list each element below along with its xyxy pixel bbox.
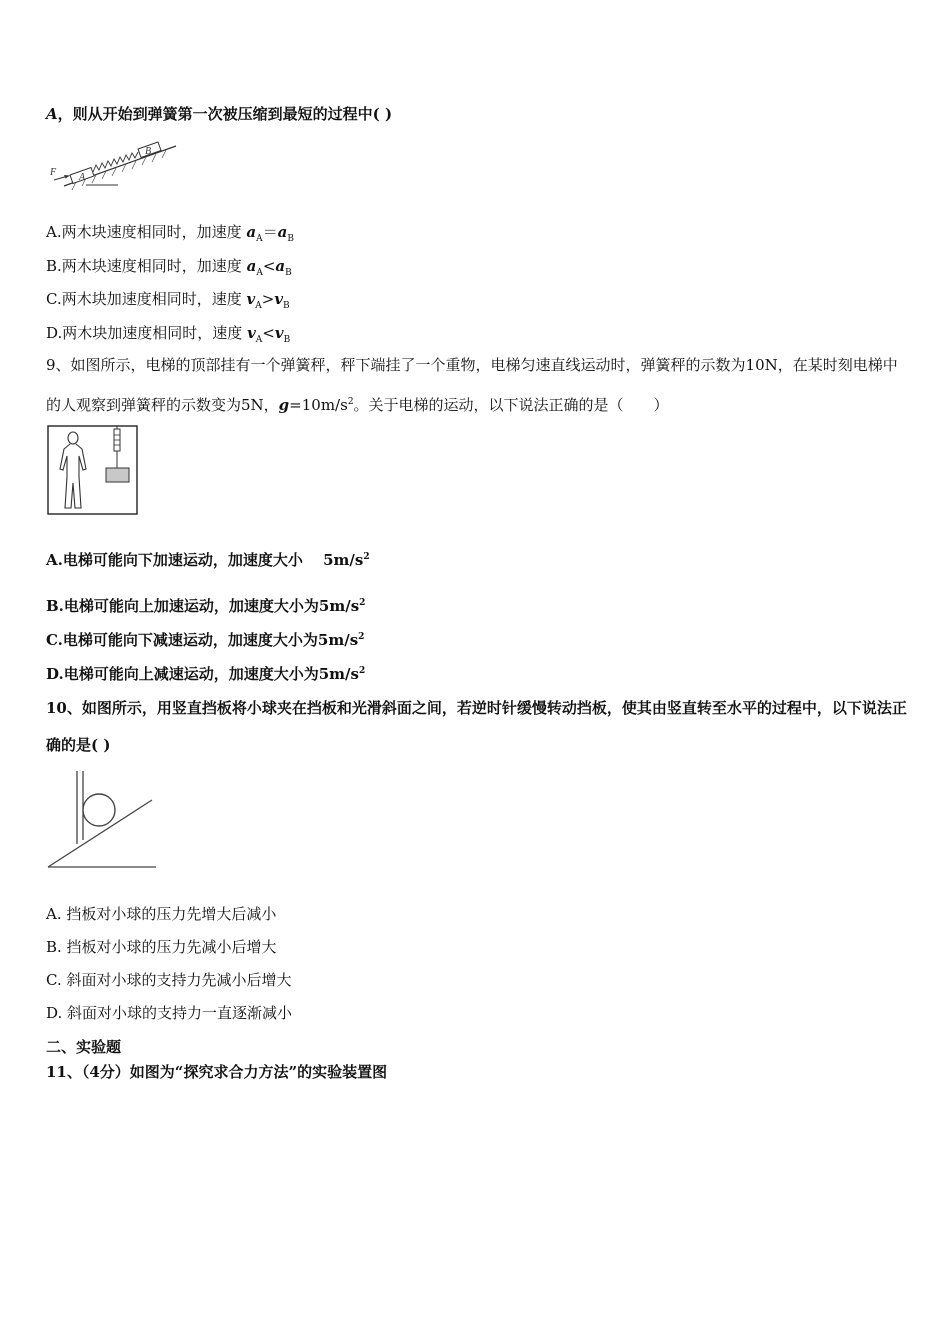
q10-stem: 10、如图所示，用竖直挡板将小球夹在挡板和光滑斜面之间，若逆时针缓慢转动挡板，使其由竖直转至水平的过程中，以下说法正确的是( ) [46,699,907,754]
q8-intro-var: A [46,105,58,123]
q9-option-d[interactable]: D.电梯可能向上减速运动，加速度大小为$5m/s^2$ [46,665,366,683]
q10-option-b[interactable]: B. 挡板对小球的压力先减小后增大 [46,938,277,956]
q8-option-b[interactable]: B.两木块速度相同时，加速度 $a_A<a_B$ [46,257,292,278]
q9-elevator-figure [47,425,139,517]
q9-stem: 9、如图所示，电梯的顶部挂有一个弹簧秤，秤下端挂了一个重物，电梯匀速直线运动时，弹簧秤的示数为10N，在某时刻电梯中的人观察到弹簧秤的示数变为5N，$g=10m/s^2$。关于电梯的运动，以下说法正确的是（ ） [46,356,898,414]
q8-spring-incline-figure [46,136,182,192]
q10-option-a[interactable]: A. 挡板对小球的压力先增大后减小 [46,905,277,923]
q8-option-a[interactable]: A.两木块速度相同时，加速度 $a_A=a_B$ [46,223,295,244]
q9-option-b[interactable]: B.电梯可能向上加速运动，加速度大小为$5m/s^2$ [46,597,366,615]
q8-intro-text: ，则从开始到弹簧第一次被压缩到最短的过程中( ) [57,105,393,123]
q8-block-a-label: A [79,172,86,183]
q8-intro [46,103,392,124]
q8-option-d[interactable]: D.两木块加速度相同时，速度 $v_A<v_B$ [46,324,291,345]
q8-force-label: F [50,167,57,178]
q9-option-c[interactable]: C.电梯可能向下减速运动，加速度大小为$5m/s^2$ [46,631,365,649]
q11-stem: 11、（4分）如图为“探究求合力方法”的实验装置图 [46,1063,388,1081]
q8-block-b-label: B [145,146,152,157]
q10-ball-incline-figure [46,766,158,870]
q9-option-a[interactable]: A.电梯可能向下加速运动，加速度大小 $5m/s^2$ [46,551,370,569]
section-title: 二、实验题 [46,1038,122,1056]
q8-option-c[interactable]: C.两木块加速度相同时，速度 $v_A>v_B$ [46,290,290,311]
q10-option-d[interactable]: D. 斜面对小球的支持力一直逐渐减小 [46,1004,293,1022]
q10-option-c[interactable]: C. 斜面对小球的支持力先减小后增大 [46,971,292,989]
